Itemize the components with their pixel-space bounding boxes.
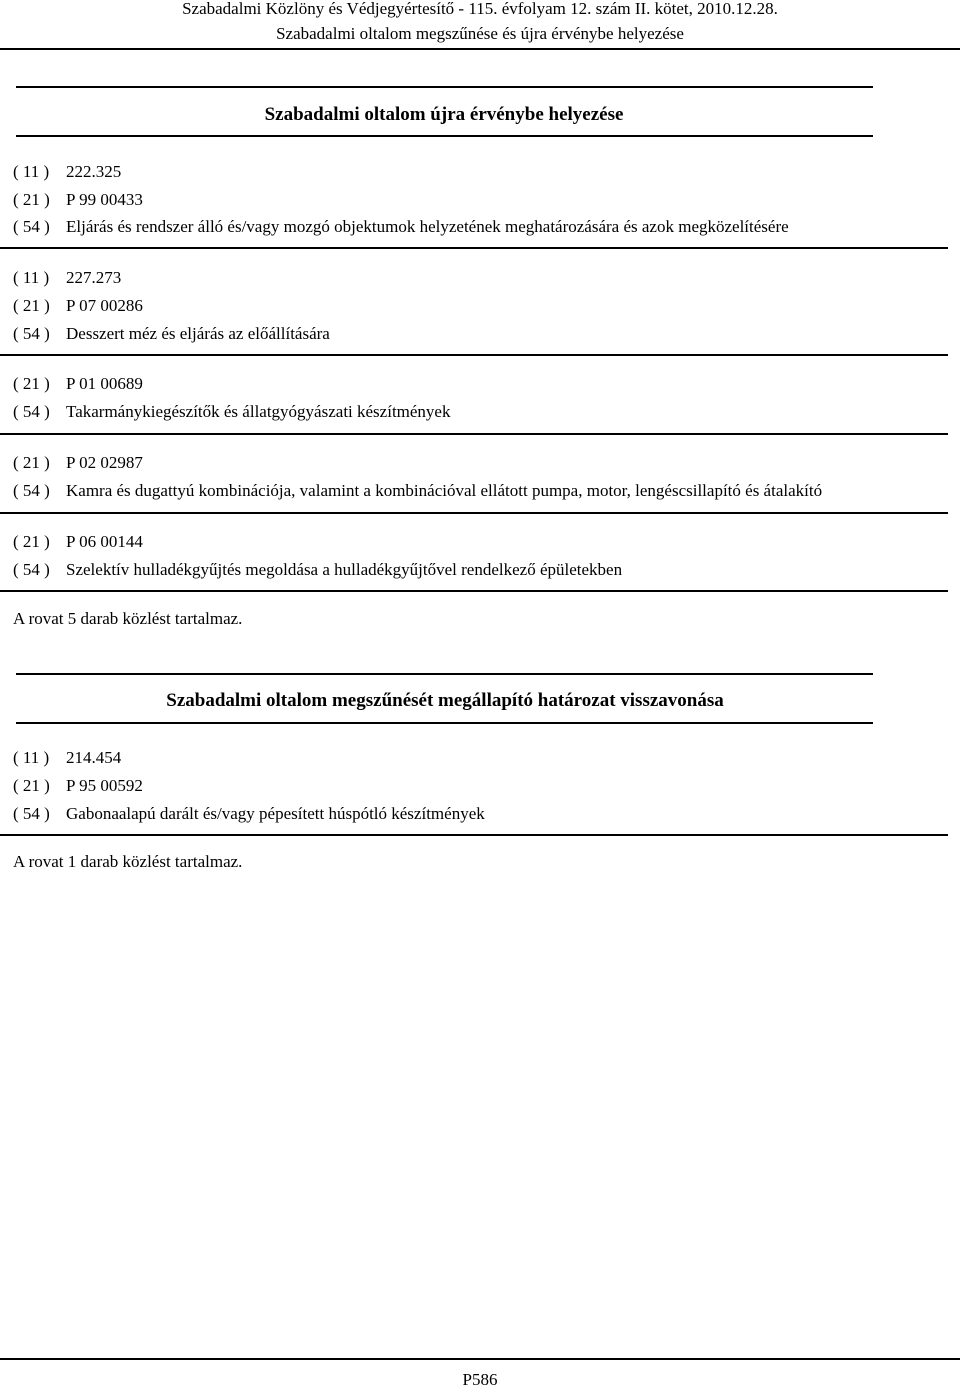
inid-code: ( 11 )	[13, 268, 50, 287]
section-title-rule-bottom	[16, 722, 873, 724]
section-title: Szabadalmi oltalom megszűnését megállapító határozat visszavonása	[166, 690, 724, 711]
record-field	[13, 748, 121, 768]
record-field	[13, 804, 485, 824]
patent-number: 227.273	[66, 268, 122, 287]
section-title: Szabadalmi oltalom újra érvénybe helyezése	[264, 104, 624, 125]
journal-title: Szabadalmi Közlöny és Védjegyértesítő - 115. évfolyam 12. szám II. kötet, 2010.12.28.	[182, 0, 778, 18]
record-divider	[0, 512, 948, 514]
section-summary: A rovat 5 darab közlést tartalmaz.	[13, 609, 243, 628]
record-divider	[0, 590, 948, 592]
application-number: P 07 00286	[66, 296, 143, 315]
record-field	[13, 453, 143, 473]
section-title-rule-top	[16, 673, 873, 675]
inid-code: ( 21 )	[13, 374, 50, 393]
patent-number: 214.454	[66, 748, 122, 767]
inid-code: ( 21 )	[13, 296, 50, 315]
page-number: P586	[462, 1370, 498, 1389]
inid-code: ( 21 )	[13, 190, 50, 209]
section-title-rule-top	[16, 86, 873, 88]
record-field	[13, 324, 330, 344]
inid-code: ( 21 )	[13, 776, 50, 795]
record-field	[13, 374, 143, 394]
invention-title: Szelektív hulladékgyűjtés megoldása a hulladékgyűjtővel rendelkező épületekben	[66, 560, 623, 579]
record-field	[13, 190, 143, 210]
application-number: P 01 00689	[66, 374, 143, 393]
inid-code: ( 54 )	[13, 324, 50, 343]
invention-title: Gabonaalapú darált és/vagy pépesített húspótló készítmények	[66, 804, 485, 823]
inid-code: ( 54 )	[13, 481, 50, 500]
record-field	[13, 560, 622, 580]
record-divider	[0, 834, 948, 836]
patent-number: 222.325	[66, 162, 122, 181]
inid-code: ( 54 )	[13, 402, 50, 421]
invention-title: Eljárás és rendszer álló és/vagy mozgó objektumok helyzetének meghatározására és azok megközelítésére	[66, 217, 789, 236]
invention-title: Desszert méz és eljárás az előállítására	[66, 324, 330, 343]
inid-code: ( 54 )	[13, 560, 50, 579]
record-divider	[0, 247, 948, 249]
application-number: P 99 00433	[66, 190, 143, 209]
header-divider	[0, 48, 960, 50]
record-field	[13, 776, 143, 796]
inid-code: ( 11 )	[13, 748, 50, 767]
inid-code: ( 11 )	[13, 162, 50, 181]
inid-code: ( 54 )	[13, 217, 50, 236]
inid-code: ( 21 )	[13, 532, 50, 551]
inid-code: ( 54 )	[13, 804, 50, 823]
footer-divider	[0, 1358, 960, 1360]
section-summary: A rovat 1 darab közlést tartalmaz.	[13, 852, 243, 871]
application-number: P 02 02987	[66, 453, 143, 472]
record-field	[13, 481, 822, 501]
record-divider	[0, 354, 948, 356]
inid-code: ( 21 )	[13, 453, 50, 472]
invention-title: Kamra és dugattyú kombinációja, valamint a kombinációval ellátott pumpa, motor, lengéscsillapító és átalakító	[66, 481, 823, 500]
application-number: P 95 00592	[66, 776, 143, 795]
record-field	[13, 162, 121, 182]
invention-title: Takarmánykiegészítők és állatgyógyászati készítmények	[66, 402, 451, 421]
record-field	[13, 532, 143, 552]
record-field	[13, 402, 450, 422]
record-field	[13, 296, 143, 316]
section-running-title: Szabadalmi oltalom megszűnése és újra érvénybe helyezése	[276, 24, 684, 43]
record-divider	[0, 433, 948, 435]
record-field	[13, 217, 789, 237]
application-number: P 06 00144	[66, 532, 143, 551]
section-title-rule-bottom	[16, 135, 873, 137]
record-field	[13, 268, 121, 288]
